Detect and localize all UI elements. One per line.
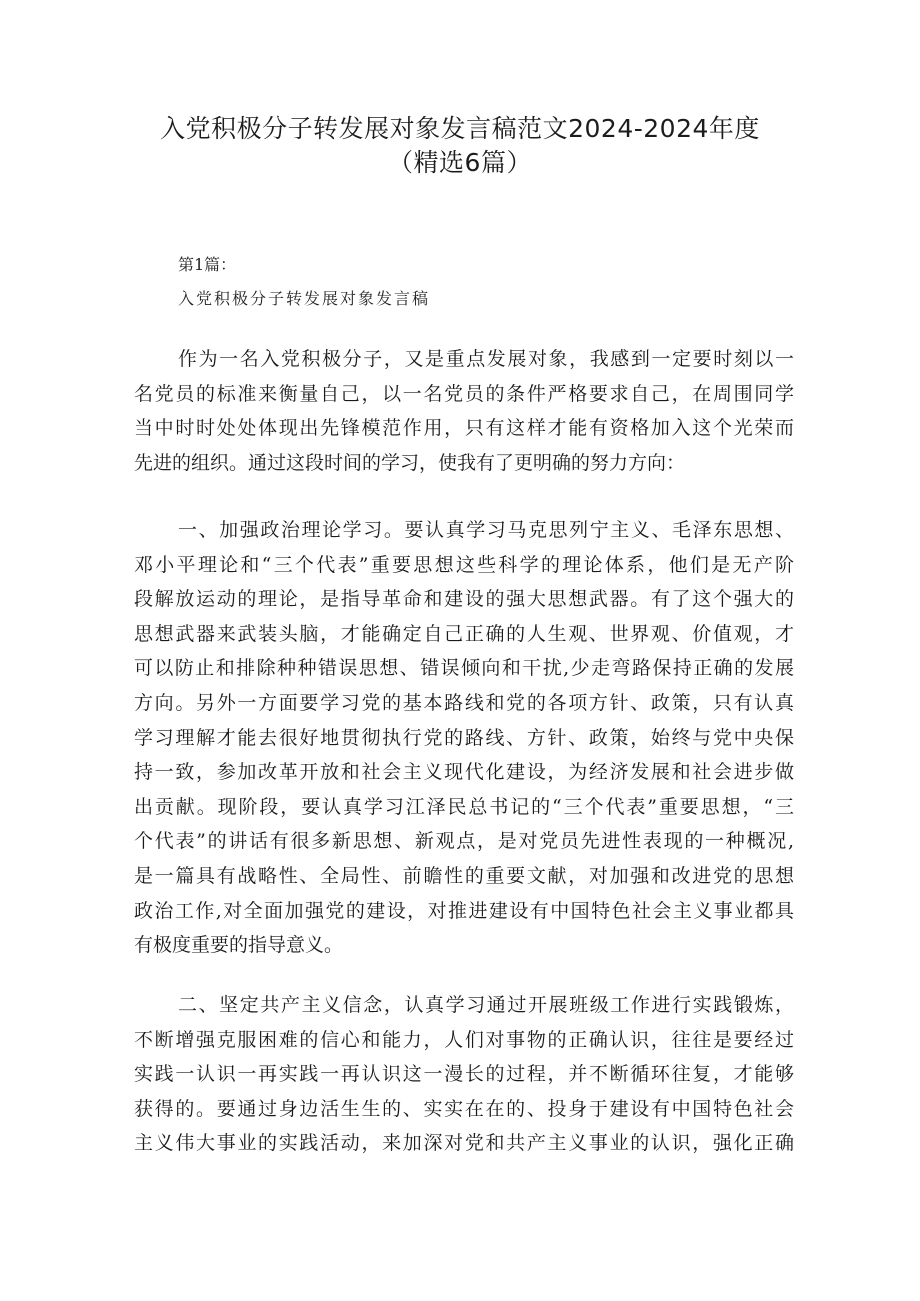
title-line-1: 入党积极分子转发展对象发言稿范文2024-2024年度 (160, 114, 760, 143)
text-line: 先进的组织。通过这段时间的学习，使我有了更明确的努力方向： (134, 451, 686, 474)
text-line: 邓小平理论和“三个代表”重要思想这些科学的理论体系，他们是无产阶 (134, 553, 794, 576)
title-line-2: （精选6篇） (388, 148, 532, 177)
paragraph-2 (134, 513, 794, 963)
text-line: 当中时时处处体现出先锋模范作用，只有这样才能有资格加入这个光荣而 (134, 417, 794, 440)
text-line: 可以防止和排除种种错误思想、错误倾向和干扰,少走弯路保持正确的发展 (134, 657, 794, 680)
text-line: 不断增强克服困难的信心和能力，人们对事物的正确认识，往往是要经过 (134, 1028, 794, 1051)
document-title (120, 112, 800, 180)
text-line: 思想武器来武装头脑，才能确定自己正确的人生观、世界观、价值观，才 (134, 622, 794, 645)
text-line: 实践一认识一再实践一再认识这一漫长的过程，并不断循环往复，才能够 (134, 1063, 794, 1086)
text-line: 主义伟大事业的实践活动，来加深对党和共产主义事业的认识，强化正确 (134, 1132, 794, 1155)
text-line: 有极度重要的指导意义。 (134, 934, 344, 957)
text-line: 个代表”的讲话有很多新思想、新观点，是对党员先进性表现的一种概况, (134, 830, 794, 853)
chapter-title: 入党积极分子转发展对象发言稿 (178, 289, 431, 308)
text-line: 学习理解才能去很好地贯彻执行党的路线、方针、政策，始终与党中央保 (134, 726, 794, 749)
text-line: 二、坚定共产主义信念，认真学习通过开展班级工作进行实践锻炼， (178, 994, 794, 1016)
text-line: 政治工作,对全面加强党的建设，对推进建设有中国特色社会主义事业都具 (134, 899, 794, 922)
text-line: 获得的。要通过身边活生生的、实实在在的、投身于建设有中国特色社会 (134, 1097, 794, 1120)
text-line: 持一致，参加改革开放和社会主义现代化建设，为经济发展和社会进步做 (134, 761, 794, 784)
text-line: 名党员的标准来衡量自己，以一名党员的条件严格要求自己，在周围同学 (134, 382, 794, 405)
text-line: 作为一名入党积极分子，又是重点发展对象，我感到一定要时刻以一 (178, 348, 794, 370)
text-line: 一、加强政治理论学习。要认真学习马克思列宁主义、毛泽东思想、 (178, 519, 794, 541)
chapter-label: 第1篇： (178, 255, 237, 274)
text-line: 出贡献。现阶段，要认真学习江泽民总书记的“三个代表”重要思想，“三 (134, 795, 794, 818)
text-line: 段解放运动的理论，是指导革命和建设的强大思想武器。有了这个强大的 (134, 588, 794, 611)
text-line: 方向。另外一方面要学习党的基本路线和党的各项方针、政策，只有认真 (134, 691, 794, 714)
text-line: 是一篇具有战略性、全局性、前瞻性的重要文献，对加强和改进党的思想 (134, 864, 794, 887)
paragraph-1 (134, 342, 794, 480)
paragraph-3 (134, 988, 794, 1161)
